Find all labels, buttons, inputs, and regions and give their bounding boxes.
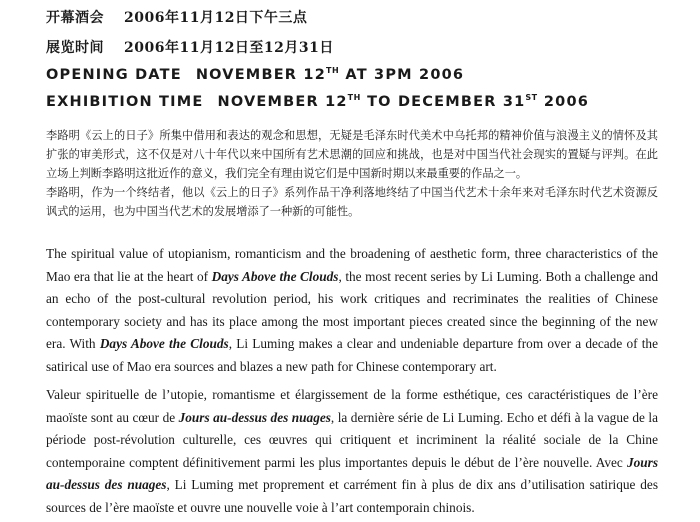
cn-exhibition-date: 2006年11月12日至12月31日	[124, 40, 334, 56]
english-text-2: , the most recent series by Li Luming. Both a challenge and an echo of the post-cultural revolution period, his work critiques and recriminates the realities of Chinese contemporary society and has its place among the most important pieces created since the beginning of the new era. With	[46, 268, 658, 352]
en-exhibition-end: TO DECEMBER 31	[360, 94, 526, 110]
en-opening-date	[196, 67, 464, 83]
cn-opening-date: 2006年11月12日下午三点	[124, 10, 308, 26]
en-exhibition-end-suffix: ST	[525, 93, 538, 102]
chinese-text-block	[46, 126, 658, 221]
en-exhibition-start-suffix: TH	[347, 93, 361, 102]
en-opening-label: OPENING DATE	[46, 67, 182, 83]
en-opening-line	[46, 66, 464, 83]
english-series-title-2: Days Above the Clouds	[99, 336, 229, 352]
cn-exhibition-label: 展览时间	[46, 40, 104, 56]
en-exhibition-line	[46, 93, 589, 110]
french-paragraph	[46, 384, 658, 520]
english-paragraph	[46, 243, 658, 379]
french-series-title-1: Jours au-dessus des nuages	[178, 409, 331, 425]
english-text-3: , Li Luming makes a clear and undeniable departure from over a decade of the satirical use of Mao era sources and blazes a new path for Chinese contemporary art.	[46, 336, 658, 374]
en-exhibition-start: NOVEMBER 12	[217, 94, 348, 110]
english-series-title-1: Days Above the Clouds	[211, 268, 339, 284]
english-text-1: The spiritual value of utopianism, romanticism and the broadening of aesthetic form, three characteristics of the Mao era that lie at the heart of	[46, 246, 658, 284]
cn-opening-label: 开幕酒会	[46, 10, 104, 26]
en-opening-time-text: AT 3PM 2006	[339, 67, 465, 83]
en-exhibition-year: 2006	[537, 94, 590, 110]
french-text-2: , la dernière série de Li Luming. Echo et défi à la vague de la période post-révolution culturelle, ces œuvres qui critiquent et incriminent la réalité sociale de la Chine contemporaine comptent définitivement parmi les plus importantes depuis le début de l’ère nouvelle. Avec	[46, 409, 658, 470]
cn-opening-line	[46, 7, 307, 27]
chinese-paragraph-1: 李路明《云上的日子》所集中借用和表达的观念和思想，无疑是毛泽东时代美术中乌托邦的精神价值与浪漫主义的情怀及其扩张的审美形式，这不仅是对八十年代以来中国所有艺术思潮的回应和挑战，也是对中国当代社会现实的置疑与评判。在此立场上判断李路明这批近作的意义，我们完全有理由说它们是中国新时期以来最重要的作品之一。	[46, 129, 658, 180]
french-text-1: Valeur spirituelle de l’utopie, romantisme et élargissement de la forme esthétique, ces caractéristiques de l’ère maoïste sont au cœur de	[46, 387, 658, 425]
en-exhibition-dates	[217, 94, 589, 110]
french-text-3: , Li Luming met proprement et carrément fin à plus de dix ans d’utilisation satirique des sources de l’ère maoïste et ouvre une nouvelle voie à l’art contemporain chinois.	[46, 477, 658, 515]
en-opening-date-suffix: TH	[326, 66, 340, 75]
chinese-paragraph-2: 李路明，作为一个终结者，他以《云上的日子》系列作品干净利落地终结了中国当代艺术十余年来对毛泽东时代艺术资源反讽式的运用，也为中国当代艺术的发展增添了一种新的可能性。	[46, 186, 658, 218]
en-opening-date-text: NOVEMBER 12	[195, 67, 326, 83]
cn-exhibition-line	[46, 37, 334, 57]
en-exhibition-label: EXHIBITION TIME	[46, 94, 204, 110]
french-series-title-2: Jours au-dessus des nuages	[46, 454, 658, 493]
